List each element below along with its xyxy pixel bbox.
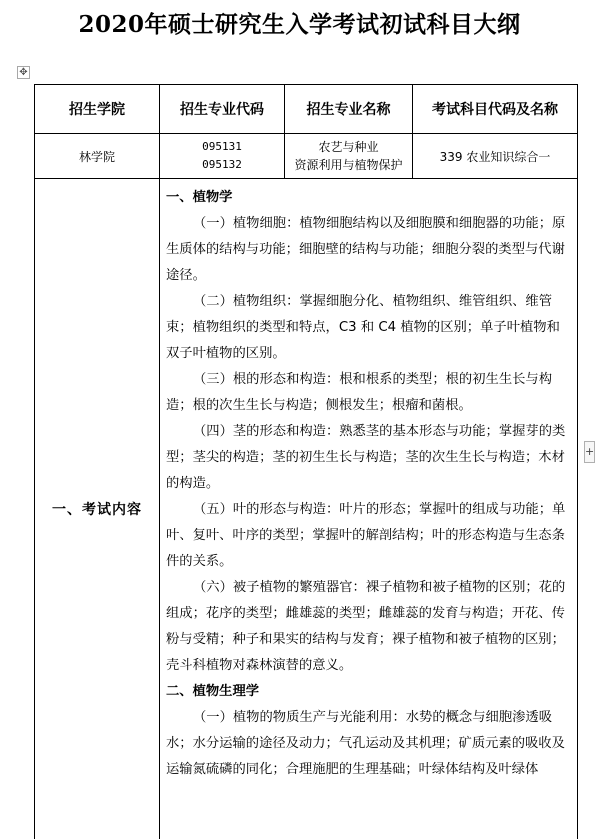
exam-syllabus-table	[34, 84, 578, 839]
content-label: 一、考试内容	[35, 179, 160, 839]
page-title: 2020年硕士研究生入学考试初试科目大纲	[78, 11, 521, 38]
major-code-cell	[160, 134, 285, 178]
content-row	[35, 179, 578, 839]
add-column-icon[interactable]: +	[584, 441, 595, 463]
header-subject: 考试科目代码及名称	[413, 85, 578, 133]
table-header-row	[35, 85, 578, 134]
botany-paragraph-4: （四）茎的形态和构造：熟悉茎的基本形态与功能；掌握芽的类型；茎尖的构造；茎的初生生长与构造；茎的次生生长与构造；木材的构造。	[166, 424, 566, 491]
botany-paragraph-5: （五）叶的形态与构造：叶片的形态；掌握叶的组成与功能；单叶、复叶、叶序的类型；掌握叶的解剖结构；叶的形态构造与生态条件的关系。	[166, 502, 566, 569]
botany-paragraph-1: （一）植物细胞：植物细胞结构以及细胞膜和细胞器的功能；原生质体的结构与功能；细胞壁的结构与功能；细胞分裂的类型与代谢途径。	[166, 216, 566, 283]
subject-cell: 339 农业知识综合一	[413, 134, 578, 178]
major-code-1: 095131	[202, 140, 242, 153]
header-major-name: 招生专业名称	[285, 85, 413, 133]
section-heading-plant-physiology: 二、植物生理学	[166, 684, 260, 699]
header-major-code: 招生专业代码	[160, 85, 285, 133]
table-move-handle-icon[interactable]: ✥	[17, 66, 30, 79]
major-name-cell	[285, 134, 413, 178]
major-code-2: 095132	[202, 158, 242, 171]
physiology-paragraph-1: （一）植物的物质生产与光能利用：水势的概念与细胞渗透吸水；水分运输的途径及动力；气孔运动及其机理；矿质元素的吸收及运输氮硫磷的同化；合理施肥的生理基础；叶绿体结构及叶绿体	[166, 710, 565, 777]
major-name-2: 资源利用与植物保护	[294, 158, 403, 172]
botany-paragraph-6: （六）被子植物的繁殖器官：裸子植物和被子植物的区别；花的组成；花序的类型；雌雄蕊的类型；雌雄蕊的发育与构造；开花、传粉与受精；种子和果实的结构与发育；裸子植物和被子植物的区别；壳斗科植物对森林演替的意义。	[166, 580, 566, 673]
major-name-1: 农艺与种业	[318, 140, 379, 154]
content-text	[160, 179, 578, 839]
college-cell: 林学院	[35, 134, 160, 178]
botany-paragraph-2: （二）植物组织：掌握细胞分化、植物组织、维管组织、维管束；植物组织的类型和特点，C3 和 C4 植物的区别；单子叶植物和双子叶植物的区别。	[166, 294, 560, 361]
botany-paragraph-3: （三）根的形态和构造：根和根系的类型；根的初生生长与构造；根的次生生长与构造；侧根发生；根瘤和菌根。	[166, 372, 553, 413]
section-heading-botany: 一、植物学	[166, 190, 233, 205]
table-row	[35, 134, 578, 179]
header-college: 招生学院	[35, 85, 160, 133]
